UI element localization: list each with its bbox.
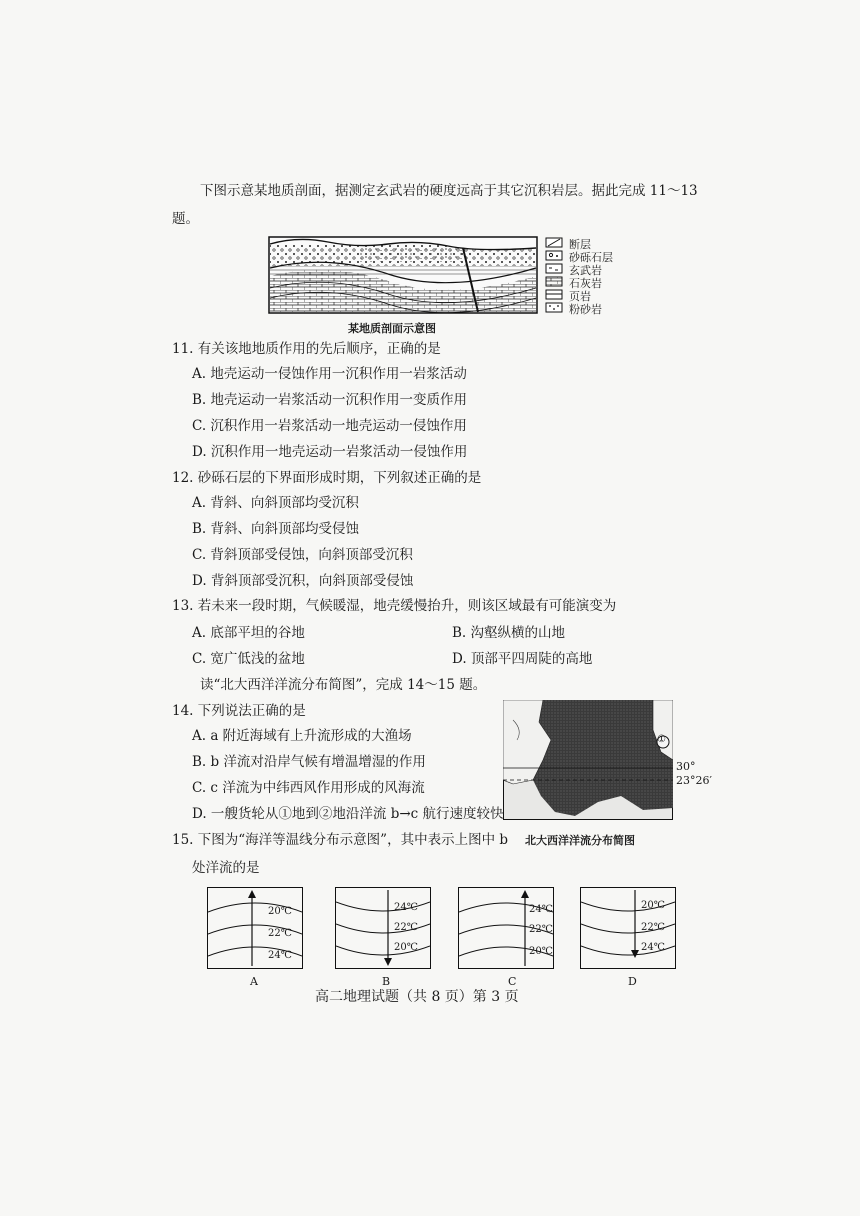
isotherm-b-label: B	[382, 975, 391, 988]
question-13-option-a: A. 底部平坦的谷地	[192, 625, 305, 641]
question-14-stem: 14. 下列说法正确的是	[172, 703, 306, 719]
isotherm-diagram-c	[458, 887, 554, 969]
question-12-option-c: C. 背斜顶部受侵蚀，向斜顶部受沉积	[192, 547, 413, 563]
isotherm-b-temp-1: 24℃	[394, 902, 418, 913]
geologic-section-figure	[268, 236, 538, 314]
north-atlantic-map	[503, 700, 673, 820]
isotherm-a-temp-3: 24℃	[268, 950, 292, 961]
question-11-option-a: A. 地壳运动一侵蚀作用一沉积作用一岩浆活动	[192, 366, 467, 382]
question-15-line-1: 15. 下图为“海洋等温线分布示意图”，其中表示上图中 b	[172, 832, 508, 848]
isotherm-a-temp-1: 20℃	[268, 906, 292, 917]
isotherm-a-label: A	[250, 975, 258, 988]
question-12-option-a: A. 背斜、向斜顶部均受沉积	[192, 495, 359, 511]
isotherm-d-label: D	[628, 975, 637, 988]
question-13-option-c: C. 宽广低浅的盆地	[192, 651, 305, 667]
intro-line-2: 题。	[172, 211, 199, 227]
isotherm-diagram-d	[580, 887, 676, 969]
isotherm-d-temp-2: 22℃	[641, 922, 665, 933]
geologic-legend	[545, 236, 655, 320]
question-13-stem: 13. 若未来一段时期，气候暖湿，地壳缓慢抬升，则该区域最有可能演变为	[172, 598, 617, 614]
question-11-option-b: B. 地壳运动一岩浆活动一沉积作用一变质作用	[192, 392, 468, 408]
map-latitude-23: 23°26′	[676, 774, 712, 787]
intro-line-1: 下图示意某地质剖面，据测定玄武岩的硬度远高于其它沉积岩层。据此完成 11～13	[200, 183, 698, 199]
legend-gravel: 砂砾石层	[569, 251, 613, 264]
reading-instruction: 读“北大西洋洋流分布简图”，完成 14～15 题。	[200, 677, 487, 693]
isotherm-b-temp-2: 22℃	[394, 922, 418, 933]
isotherm-d-temp-3: 24℃	[641, 942, 665, 953]
isotherm-d-temp-1: 20℃	[641, 900, 665, 911]
geologic-figure-caption: 某地质剖面示意图	[348, 322, 436, 335]
isotherm-c-temp-3: 20℃	[529, 946, 553, 957]
isotherm-c-label: C	[508, 975, 517, 988]
legend-fault: 断层	[569, 238, 591, 251]
map-latitude-30: 30°	[676, 760, 696, 773]
question-11-option-c: C. 沉积作用一岩浆活动一地壳运动一侵蚀作用	[192, 418, 467, 434]
legend-shale: 页岩	[569, 290, 591, 303]
question-12-stem: 12. 砂砾石层的下界面形成时期，下列叙述正确的是	[172, 470, 482, 486]
page-footer: 高二地理试题（共 8 页）第 3 页	[315, 989, 519, 1005]
question-12-option-b: B. 背斜、向斜顶部均受侵蚀	[192, 521, 360, 537]
question-14-option-a: A. a 附近海域有上升流形成的大渔场	[192, 728, 412, 744]
question-15-line-2: 处洋流的是	[192, 860, 260, 876]
map-marker-1: ①	[657, 734, 666, 745]
question-14-option-c: C. c 洋流为中纬西风作用形成的风海流	[192, 780, 425, 796]
isotherm-b-temp-3: 20℃	[394, 942, 418, 953]
isotherm-diagram-b	[335, 887, 431, 969]
question-14-option-b: B. b 洋流对沿岸气候有增温增湿的作用	[192, 754, 426, 770]
question-11-stem: 11. 有关该地地质作用的先后顺序，正确的是	[172, 341, 441, 357]
question-11-option-d: D. 沉积作用一地壳运动一岩浆活动一侵蚀作用	[192, 444, 468, 460]
isotherm-a-temp-2: 22℃	[268, 928, 292, 939]
question-13-option-d: D. 顶部平四周陡的高地	[452, 651, 593, 667]
isotherm-diagram-a	[207, 887, 303, 969]
question-13-option-b: B. 沟壑纵横的山地	[452, 625, 566, 641]
isotherm-c-temp-1: 24℃	[529, 904, 553, 915]
question-14-option-d: D. 一艘货轮从①地到②地沿洋流 b→c 航行速度较快	[192, 806, 504, 822]
map-caption: 北大西洋洋流分布简图	[525, 834, 635, 847]
legend-siltstone: 粉砂岩	[569, 303, 602, 316]
isotherm-c-temp-2: 22℃	[529, 924, 553, 935]
legend-limestone: 石灰岩	[569, 277, 602, 290]
question-12-option-d: D. 背斜顶部受沉积，向斜顶部受侵蚀	[192, 573, 414, 589]
legend-basalt: 玄武岩	[569, 264, 602, 277]
